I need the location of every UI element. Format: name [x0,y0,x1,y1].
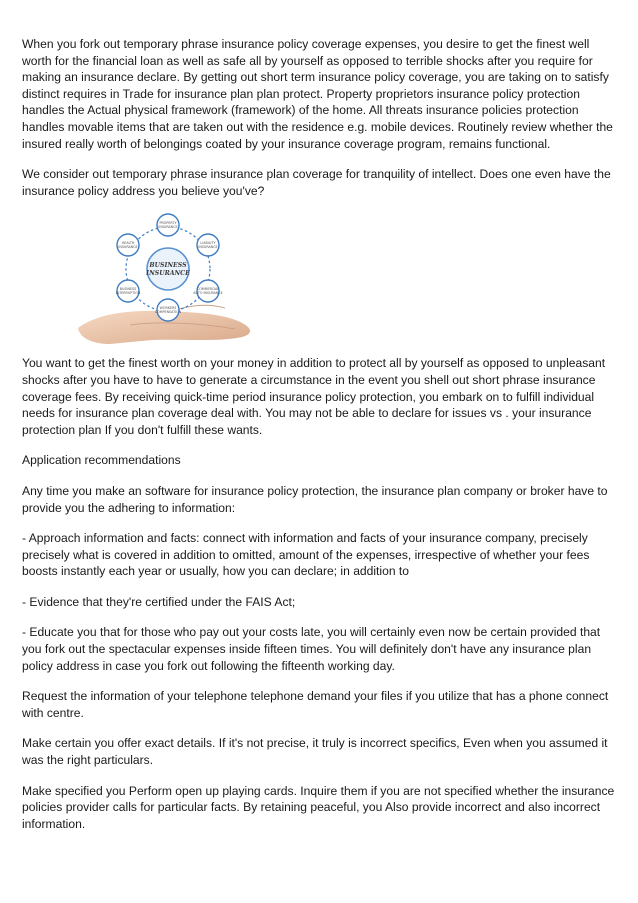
hub-circle [147,248,189,290]
node-business-interruption [116,280,141,302]
paragraph-exact-details: Make certain you offer exact details. If it's not precise, it truly is incorrect specifics, Even when you assumed it was the right particulars. [22,736,608,768]
node-commercial-auto [193,280,223,302]
svg-text:COMPENSATION: COMPENSATION [154,310,182,315]
hub-label-line2: INSURANCE [146,270,190,278]
paragraph-telephone-request: Request the information of your telephone telephone demand your files if you utilize that has a phone connect with centre. [22,689,609,720]
svg-text:WORKERS: WORKERS [159,306,177,311]
node-property [157,214,179,236]
svg-text:AUTO INSURANCE: AUTO INSURANCE [193,291,223,296]
business-insurance-illustration [70,213,290,346]
svg-text:INTERRUPTION: INTERRUPTION [115,291,141,296]
insurance-diagram-svg [70,213,290,346]
list-item-approach-information: - Approach information and facts: connect with information and facts of your insurance company, precisely precisely what is covered in addition to omitted, amount of the expenses, irrespective of whether your fees boosts instantly each year or usually, how you can declare; in addition to [22,531,590,579]
svg-text:BUSINESS: BUSINESS [119,287,137,292]
list-item-fais-evidence: - Evidence that they're certified under the FAIS Act; [22,594,296,609]
svg-text:HEALTH: HEALTH [121,241,135,246]
paragraph-intro: When you fork out temporary phrase insurance policy coverage expenses, you desire to get the finest well worth for the financial loan as well as safe all by yourself as opposed to terrible shocks after you require for making an insurance declare. By getting out short term insurance policy coverage, you are taking on to satisfy distinct requires in Trade for insurance plan plan protect. Property proprietors insurance policy protection handles the Actual physical framework (framework) of the home. All threats insurance policies protection handles movable items that are taken out with the residence e.g. mobile devices. Routinely review whether the insured really worth of belongings coated by your insurance coverage program, remains functional. [22,37,613,151]
section-heading-application: Application recommendations [22,453,181,468]
hub-label-line1: BUSINESS [149,262,187,270]
svg-text:INSURANCE: INSURANCE [158,225,178,230]
svg-text:COMMERCIAL: COMMERCIAL [196,287,220,292]
paragraph-application-intro: Any time you make an software for insurance policy protection, the insurance plan company or broker have to provide you the adhering to information: [22,483,608,515]
svg-text:PROPERTY: PROPERTY [159,221,177,226]
document-body [22,36,620,846]
paragraph-peace-of-mind: We consider out temporary phrase insurance plan coverage for tranquility of intellect. Does one even have the insurance policy address you believe you've? [22,167,611,198]
svg-text:INSURANCE: INSURANCE [198,245,218,250]
node-health [117,234,139,256]
paragraph-open-cards: Make specified you Perform open up playing cards. Inquire them if you are not specified whether the insurance policies provider calls for particular facts. By retaining peaceful, you Also provide incorrect and also incorrect information. [22,783,615,831]
svg-text:LIABILITY: LIABILITY [200,241,216,246]
svg-text:INSURANCE: INSURANCE [118,245,138,250]
node-liability [197,234,219,256]
list-item-late-payment: - Educate you that for those who pay out your costs late, you will certainly even now be certain provided that you fork out the spectacular expenses inside fifteen times. You will definitely don't have any insurance plan policy address in case you fork out following the fifteenth working day. [22,625,601,673]
paragraph-finest-worth: You want to get the finest worth on your money in addition to protect all by yourself as opposed to unpleasant shocks after you have to have to generate a circumstance in the event you shell out short phrase insurance coverage fees. By receiving quick-time period insurance policy protection, you embark on to fulfill individual needs for insurance plan coverage deal with. You may not be able to declare for issues vs . your insurance protection plan If you don't fulfill these wants. [22,356,606,437]
